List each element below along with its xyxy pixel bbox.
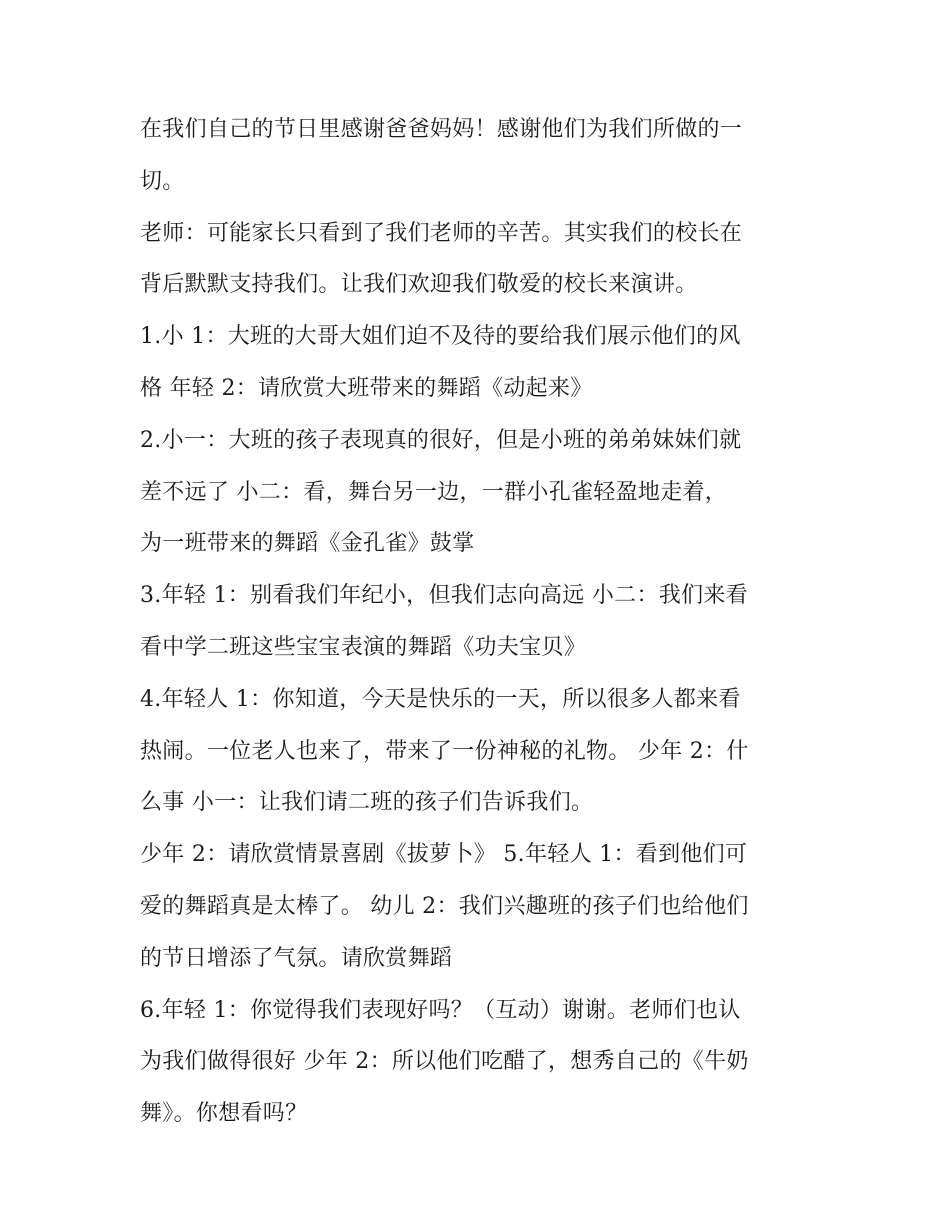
text-line: 4.年轻人 1：你知道，今天是快乐的一天，所以很多人都来看 — [140, 686, 741, 712]
text-line: 切。 — [140, 168, 185, 194]
text-line: 热闹。一位老人也来了，带来了一份神秘的礼物。 少年 2：什 — [140, 738, 749, 764]
text-line: 3.年轻 1：别看我们年纪小，但我们志向高远 小二：我们来看 — [140, 583, 748, 609]
text-line: 在我们自己的节日里感谢爸爸妈妈！感谢他们为我们所做的一 — [140, 117, 743, 142]
text-line: 格 年轻 2：请欣赏大班带来的舞蹈《动起来》 — [140, 375, 593, 401]
text-line: 看中学二班这些宝宝表演的舞蹈《功夫宝贝》 — [140, 634, 587, 660]
text-line: 爱的舞蹈真是太棒了。 幼儿 2：我们兴趣班的孩子们也给他们 — [140, 893, 749, 919]
text-line: 6.年轻 1：你觉得我们表现好吗？（互动）谢谢。老师们也认 — [140, 997, 741, 1023]
text-line: 少年 2：请欣赏情景喜剧《拔萝卜》 5.年轻人 1：看到他们可 — [140, 842, 748, 868]
document-body — [140, 104, 820, 1140]
text-line: 为我们做得很好 少年 2：所以他们吃醋了，想秀自己的《牛奶 — [140, 1049, 749, 1075]
text-line: 的节日增添了气氛。请欣赏舞蹈 — [140, 945, 453, 971]
text-line: 1.小 1：大班的大哥大姐们迫不及待的要给我们展示他们的风 — [140, 324, 741, 350]
text-line: 为一班带来的舞蹈《金孔雀》鼓掌 — [140, 531, 475, 557]
text-line: 老师：可能家长只看到了我们老师的辛苦。其实我们的校长在 — [140, 220, 743, 246]
text-line: 差不远了 小二：看，舞台另一边，一群小孔雀轻盈地走着， — [140, 479, 728, 505]
text-line: 舞》。你想看吗？ — [140, 1101, 308, 1127]
text-line: 2.小一：大班的孩子表现真的很好，但是小班的弟弟妹妹们就 — [140, 427, 742, 453]
text-line: 背后默默支持我们。让我们欢迎我们敬爱的校长来演讲。 — [140, 272, 698, 298]
text-line: 么事 小一：让我们请二班的孩子们告诉我们。 — [140, 790, 594, 816]
